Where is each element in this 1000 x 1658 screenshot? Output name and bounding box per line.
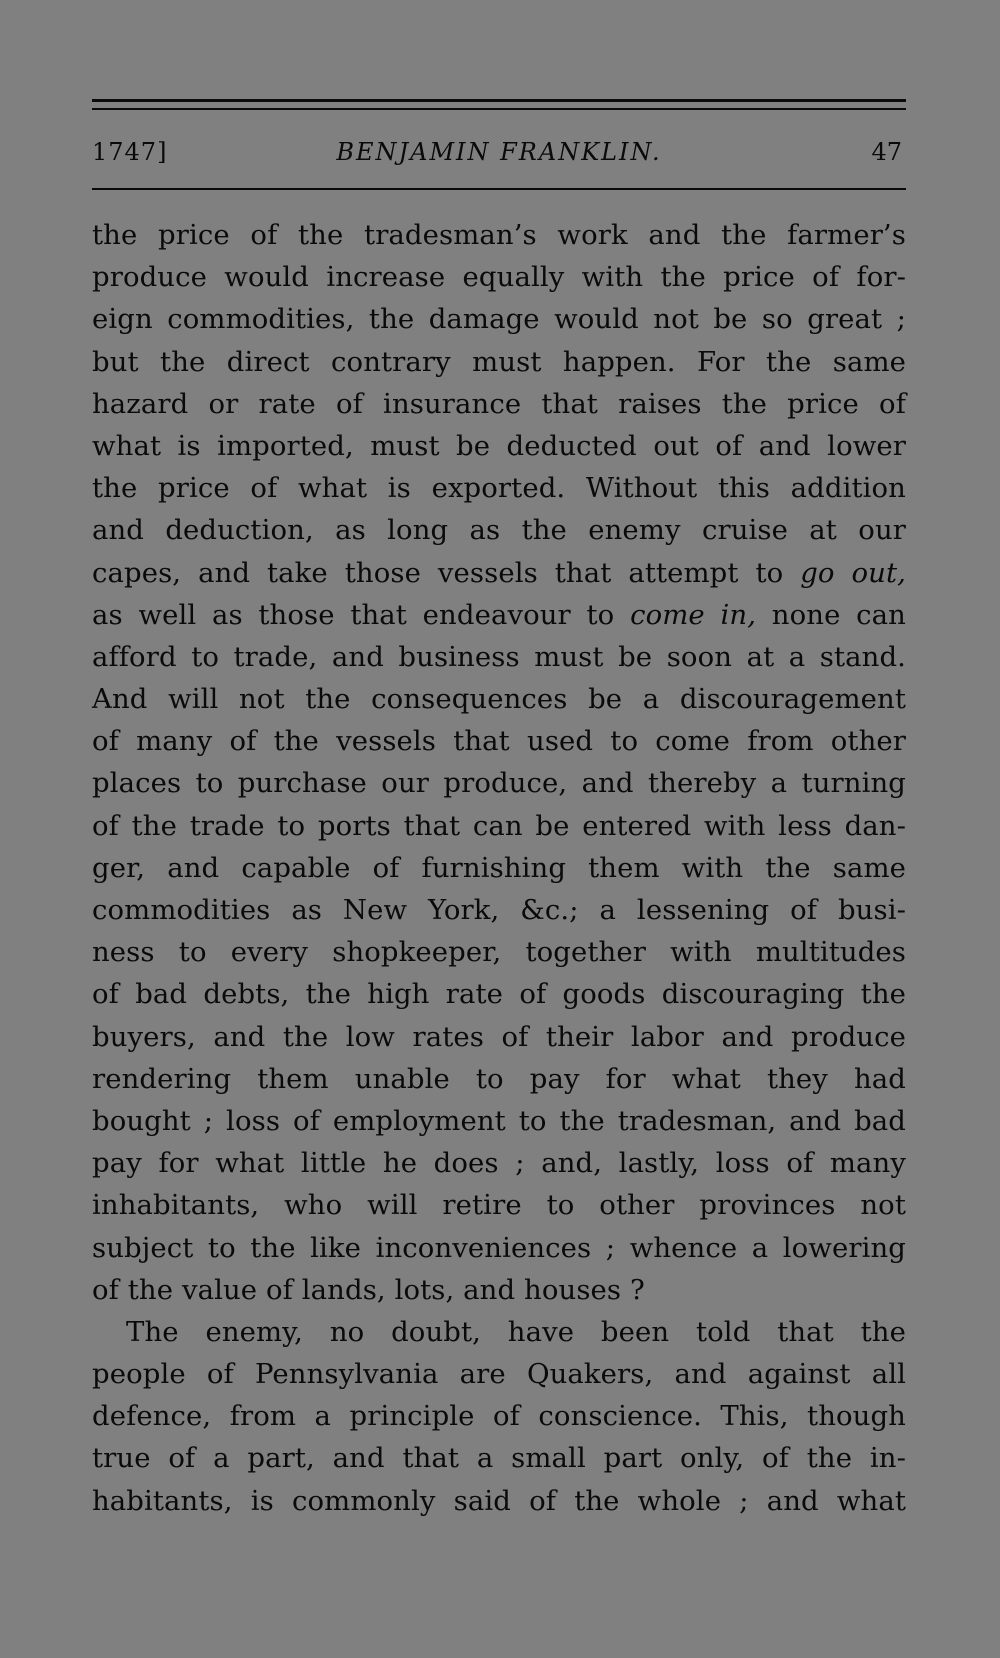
book-page: [92, 0, 906, 1658]
italic-phrase: come in,: [630, 598, 757, 631]
text-line: people of Pennsylvania are Quakers, and against all: [92, 1358, 906, 1391]
text-line: [92, 594, 906, 636]
text-line: of the value of lands, lots, and houses ?: [92, 1273, 645, 1306]
text-line: of the trade to ports that can be entered with less dan-: [92, 809, 906, 842]
text-line: hazard or rate of insurance that raises the price of: [92, 387, 906, 420]
text-line: of bad debts, the high rate of goods discouraging the: [92, 978, 906, 1011]
header-underline: [92, 188, 906, 190]
text-line: buyers, and the low rates of their labor and produce: [92, 1020, 906, 1053]
text-line: ger, and capable of furnishing them with the same: [92, 851, 906, 884]
text-line: pay for what little he does ; and, lastly, loss of many: [92, 1147, 906, 1180]
page-number: 47: [871, 138, 902, 166]
text-line: the price of the tradesman’s work and the farmer’s: [92, 219, 906, 251]
text-line: what is imported, must be deducted out of and lower: [92, 429, 906, 462]
text-line: And will not the consequences be a discouragement: [92, 683, 906, 716]
text-run: none can: [756, 598, 906, 631]
text-line: habitants, is commonly said of the whole ; and what: [92, 1484, 906, 1517]
text-line: produce would increase equally with the price of for-: [92, 261, 906, 294]
text-run: capes, and take those vessels that attempt to: [92, 556, 801, 589]
text-line: inhabitants, who will retire to other provinces not: [92, 1189, 906, 1222]
top-rule: [92, 99, 906, 102]
text-line: ness to every shopkeeper, together with multitudes: [92, 936, 906, 969]
text-line: eign commodities, the damage would not be so great ;: [92, 303, 906, 336]
text-line: bought ; loss of employment to the tradesman, and bad: [92, 1104, 906, 1137]
italic-phrase: go out,: [800, 556, 906, 589]
running-head: [92, 132, 906, 172]
text-line: places to purchase our produce, and thereby a turning: [92, 767, 906, 800]
text-run: as well as those that endeavour to: [92, 598, 631, 631]
text-line: the price of what is exported. Without this addition: [92, 472, 906, 505]
text-line: but the direct contrary must happen. For the same: [92, 345, 906, 378]
paragraph-2: [92, 1311, 906, 1522]
text-line: defence, from a principle of conscience. This, though: [92, 1400, 906, 1433]
text-line: and deduction, as long as the enemy cruise at our: [92, 514, 906, 547]
top-rule-thin: [92, 108, 906, 110]
text-line: subject to the like inconveniences ; whence a lowering: [92, 1231, 906, 1264]
text-line: The enemy, no doubt, have been told that the: [126, 1315, 906, 1348]
text-line: true of a part, and that a small part only, of the in-: [92, 1442, 906, 1475]
running-head-year: 1747]: [92, 138, 168, 166]
text-line: of many of the vessels that used to come from other: [92, 725, 906, 758]
text-line: [92, 552, 906, 594]
paragraph-1: [92, 214, 906, 1311]
text-line: afford to trade, and business must be soon at a stand.: [92, 640, 906, 673]
body-text: [92, 214, 906, 1522]
running-head-title: BENJAMIN FRANKLIN.: [336, 138, 662, 166]
text-line: commodities as New York, &c.; a lessening of busi-: [92, 894, 906, 926]
text-line: rendering them unable to pay for what they had: [92, 1062, 906, 1095]
